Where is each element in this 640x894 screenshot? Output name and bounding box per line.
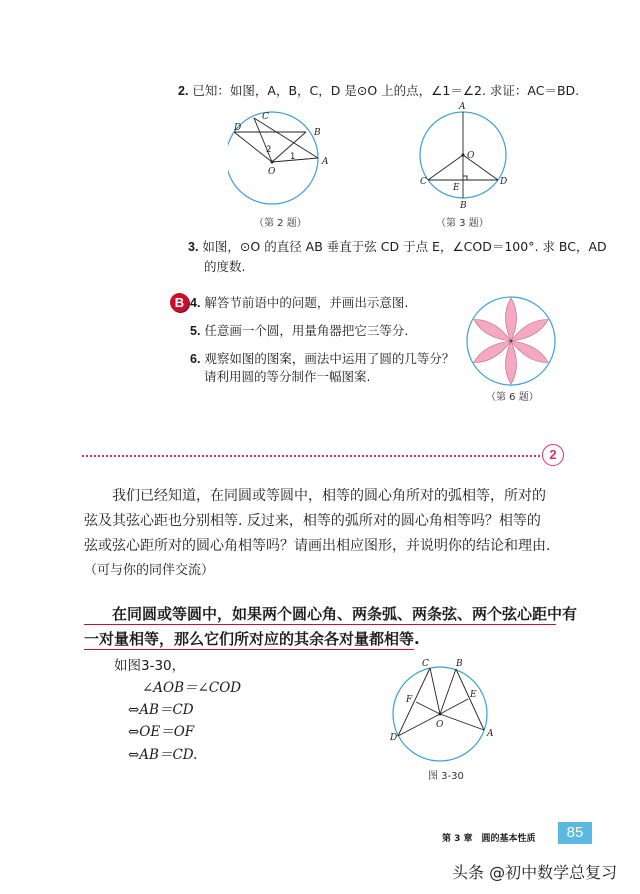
fig2-angle-2: 2: [266, 145, 272, 155]
fig3-label-d: D: [500, 177, 508, 187]
fig330-label-f: F: [406, 695, 413, 705]
problem-3-number: 3.: [188, 240, 199, 254]
problem-6-line1: 观察如图的图案，画法中运用了圆的几等分？: [204, 351, 455, 366]
key-theorem-line-2: 一对量相等，那么它们所对应的其余各对量都相等.: [84, 630, 420, 648]
problem-2-number: 2.: [178, 84, 189, 98]
fig2-label-a: A: [322, 157, 329, 167]
caption-fig6: （第 6 题）: [486, 392, 539, 403]
fig3-label-b: B: [460, 201, 467, 210]
problem-2: [178, 82, 579, 100]
fig330-label-b: B: [456, 659, 463, 669]
example-line-3: ⇔OE＝OF: [128, 724, 195, 740]
fig3-label-o: O: [467, 151, 475, 161]
fig330-label-d: D: [390, 733, 398, 743]
problem-3-line2: 的度数.: [204, 259, 246, 274]
problem-6-line2: 请利用圆的等分制作一幅图案.: [204, 369, 371, 384]
problem-4-text: 解答节前语中的问题，并画出示意图.: [204, 295, 409, 310]
key-underline-1: [84, 624, 556, 625]
figure-3-30: [384, 652, 504, 767]
problem-5: [190, 322, 408, 340]
figure-problem-2: [228, 100, 338, 210]
problem-3-line1: 如图，⊙O 的直径 AB 垂直于弦 CD 于点 E，∠COD＝100°. 求 BC，AD: [202, 239, 607, 254]
paragraph-line-4: （可与你的同伴交流）: [84, 563, 215, 578]
fig2-label-c: C: [262, 112, 269, 122]
example-line-2: ⇔AB＝CD: [128, 702, 194, 718]
problem-3: [188, 238, 607, 256]
fig3-label-a: A: [459, 102, 466, 112]
paragraph-line-1: 我们已经知道，在同圆或等圆中，相等的圆心角所对的弧相等，所对的: [112, 488, 546, 504]
problem-5-text: 任意画一个圆，用量角器把它三等分.: [204, 323, 409, 338]
figure-problem-3: [408, 100, 518, 210]
problem-6-number: 6.: [190, 352, 201, 366]
watermark: 头条 @初中数学总复习: [452, 863, 618, 882]
fig2-label-d: D: [234, 123, 242, 133]
page-number-box: [558, 822, 592, 844]
key-underline-2: [84, 649, 414, 650]
caption-fig3: （第 3 题）: [436, 218, 489, 229]
caption-fig330: 图 3-30: [428, 771, 464, 782]
problem-6: [190, 350, 454, 368]
problem-4-number: 4.: [190, 296, 201, 310]
caption-fig2: （第 2 题）: [254, 218, 307, 229]
page-number: 85: [566, 824, 584, 841]
paragraph-line-2: 弦及其弦心距也分别相等. 反过来，相等的弧所对的圆心角相等吗？相等的: [84, 513, 541, 529]
fig330-label-c: C: [422, 659, 429, 669]
problem-2-text: 已知：如图，A，B，C，D 是⊙O 上的点，∠1＝∠2. 求证：AC＝BD.: [192, 83, 580, 98]
fig2-chord-ac: [254, 118, 318, 158]
example-line-1: ∠AOB＝∠COD: [142, 680, 242, 696]
fig330-label-e: E: [470, 690, 477, 700]
section-badge: [542, 444, 564, 466]
fig330-chord-cd: [398, 668, 430, 736]
section-badge-text: 2: [549, 447, 557, 462]
fig2-label-o: O: [268, 167, 276, 177]
problem-5-number: 5.: [190, 324, 201, 338]
section-divider: [82, 455, 540, 457]
fig3-label-e: E: [453, 183, 460, 193]
paragraph-line-3: 弦或弦心距所对的圆心角相等吗？请画出相应图形，并说明你的结论和理由.: [84, 538, 551, 554]
figure-problem-6: [464, 294, 558, 388]
fig2-label-b: B: [314, 128, 321, 138]
level-b-badge-text: B: [174, 295, 185, 310]
example-line-4: ⇔AB＝CD.: [128, 747, 198, 763]
fig2-circle: [228, 112, 318, 204]
fig3-label-c: C: [420, 177, 427, 187]
example-intro: 如图3-30，: [114, 658, 186, 674]
fig330-label-o: O: [436, 720, 444, 730]
footer-chapter: 第 3 章 圆的基本性质: [442, 834, 536, 844]
key-theorem-line-1: 在同圆或等圆中，如果两个圆心角、两条弧、两条弦、两个弦心距中有: [112, 605, 578, 623]
fig2-angle-1: 1: [290, 152, 296, 162]
fig330-label-a: A: [487, 729, 494, 739]
problem-4: [190, 294, 408, 312]
level-b-badge: [170, 293, 189, 312]
